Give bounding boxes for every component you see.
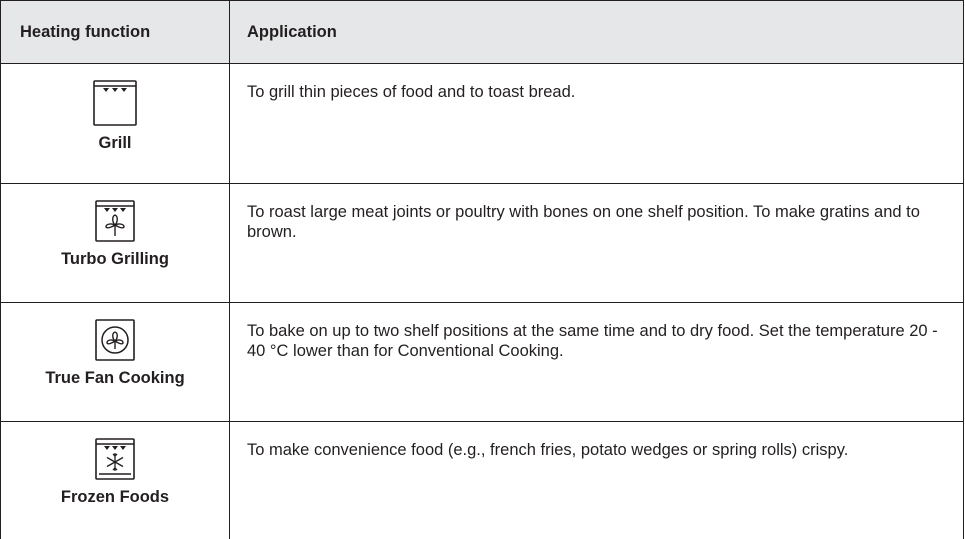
application-text: To roast large meat joints or poultry with bones on one shelf position. To make gratins and to brown.: [247, 203, 920, 241]
heating-function-label: Turbo Grilling: [61, 250, 169, 268]
table-row: [1, 184, 963, 303]
turbo-grilling-icon: [95, 200, 135, 242]
table-row: [1, 64, 963, 184]
heating-function-cell: [1, 184, 230, 302]
heating-function-cell: [1, 422, 230, 539]
table-row: [1, 422, 963, 539]
column-header-application: Application: [247, 23, 337, 41]
heating-function-cell: [1, 303, 230, 421]
application-text: To grill thin pieces of food and to toast bread.: [247, 83, 576, 101]
true-fan-cooking-icon: [95, 319, 135, 361]
heating-function-label: Grill: [98, 134, 132, 152]
heating-function-label: Frozen Foods: [60, 488, 170, 506]
table-header-row: [1, 1, 963, 64]
grill-icon: [93, 80, 137, 126]
application-text: To make convenience food (e.g., french fries, potato wedges or spring rolls) crispy.: [247, 441, 849, 459]
application-text: To bake on up to two shelf positions at the same time and to dry food. Set the temperature 20 - 40 °C lower than for Conventional Cooking.: [247, 322, 938, 360]
heating-function-cell: [1, 64, 230, 183]
heating-function-label: True Fan Cooking: [45, 369, 185, 387]
column-header-heating-function: Heating function: [1, 1, 230, 63]
frozen-foods-icon: [95, 438, 135, 480]
table-row: [1, 303, 963, 422]
